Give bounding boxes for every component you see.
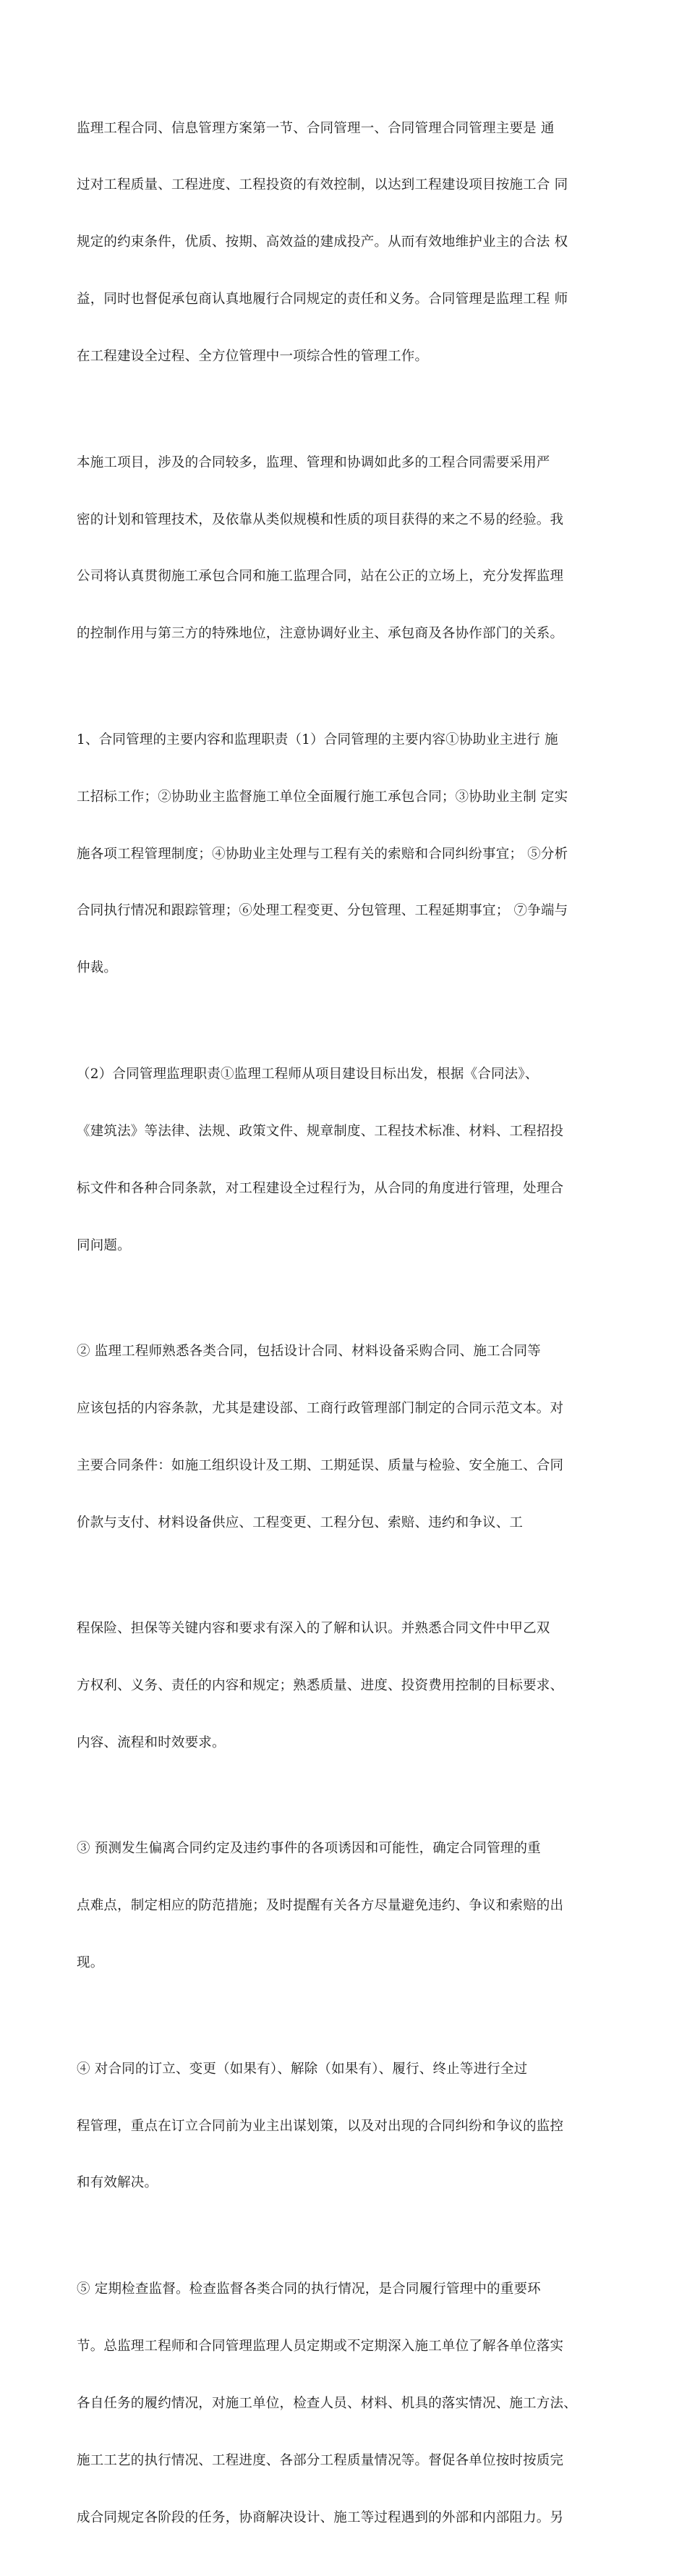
text-line: 标文件和各种合同条款，对工程建设全过程行为，从合同的角度进行管理，处理合: [77, 1180, 564, 1196]
paragraph-duties: [77, 1027, 622, 1293]
paragraph-intro: [77, 81, 622, 404]
text-line: ② 监理工程师熟悉各类合同，包括设计合同、材料设备采购合同、施工合同等: [77, 1344, 541, 1359]
paragraph-contents: [77, 692, 622, 1016]
text-line: 本施工项目，涉及的合同较多，监理、管理和协调如此多的工程合同需要采用严: [77, 454, 550, 470]
text-line: 主要合同条件：如施工组织设计及工期、工期延误、质量与检验、安全施工、合同: [77, 1457, 564, 1473]
text-line: （2）合同管理监理职责①监理工程师从项目建设目标出发，根据《合同法》、: [77, 1066, 539, 1082]
text-line: 价款与支付、材料设备供应、工程变更、工程分包、索赔、违约和争议、工: [77, 1514, 524, 1530]
text-line: 程管理，重点在订立合同前为业主出谋划策，以及对出现的合同纠纷和争议的监控: [77, 2118, 564, 2134]
paragraph-item-4: [77, 2022, 622, 2231]
text-line: 工招标工作；②协助业主监督施工单位全面履行施工承包合同；③协助业主制 定实: [77, 789, 568, 805]
text-line: 合同执行情况和跟踪管理；⑥处理工程变更、分包管理、工程延期事宜； ⑦争端与: [77, 903, 568, 919]
text-line: 在工程建设全过程、全方位管理中一项综合性的管理工作。: [77, 349, 429, 365]
text-line: 同问题。: [77, 1237, 131, 1253]
text-line: 密的计划和管理技术，及依靠从类似规模和性质的项目获得的来之不易的经验。我: [77, 512, 564, 528]
text-line: 内容、流程和时效要求。: [77, 1734, 226, 1750]
text-line: 和有效解决。: [77, 2175, 158, 2191]
text-line: ⑤ 定期检查监督。检查监督各类合同的执行情况，是合同履行管理中的重要环: [77, 2281, 541, 2297]
text-line: 施各项工程管理制度；④协助业主处理与工程有关的索赔和合同纠纷事宜； ⑤分析: [77, 846, 568, 862]
paragraph-item-5: [77, 2242, 622, 2565]
text-line: 现。: [77, 1955, 104, 1971]
text-line: 仲裁。: [77, 960, 118, 976]
text-line: 益，同时也督促承包商认真地履行合同规定的责任和义务。合同管理是监理工程 师: [77, 292, 568, 308]
text-line: 节。总监理工程师和合同管理监理人员定期或不定期深入施工单位了解各单位落实: [77, 2338, 564, 2354]
paragraph-project: [77, 415, 622, 682]
text-line: 过对工程质量、工程进度、工程投资的有效控制，以达到工程建设项目按施工合 同: [77, 177, 568, 193]
text-line: ③ 预测发生偏离合同约定及违约事件的各项诱因和可能性，确定合同管理的重: [77, 1841, 541, 1857]
text-line: 的控制作用与第三方的特殊地位，注意协调好业主、承包商及各协作部门的关系。: [77, 626, 564, 642]
text-line: 各自任务的履约情况，对施工单位，检查人员、材料、机具的落实情况、施工方法、: [77, 2395, 577, 2411]
paragraph-item-2: [77, 1304, 622, 1570]
paragraph-item-2-continued: [77, 1582, 622, 1791]
text-line: 点难点，制定相应的防范措施；及时提醒有关各方尽量避免违约、争议和索赔的出: [77, 1898, 564, 1914]
text-line: 公司将认真贯彻施工承包合同和施工监理合同，站在公正的立场上，充分发挥监理: [77, 569, 564, 585]
text-line: 方权利、义务、责任的内容和规定；熟悉质量、进度、投资费用控制的目标要求、: [77, 1678, 564, 1694]
text-line: 1、合同管理的主要内容和监理职责（1）合同管理的主要内容①协助业主进行 施: [77, 732, 558, 747]
text-line: 施工工艺的执行情况、工程进度、各部分工程质量情况等。督促各单位按时按质完: [77, 2452, 564, 2468]
text-line: ④ 对合同的订立、变更（如果有）、解除（如果有）、履行、终止等进行全过: [77, 2061, 528, 2077]
text-line: 程保险、担保等关键内容和要求有深入的了解和认识。并熟悉合同文件中甲乙双: [77, 1621, 550, 1637]
document-page: [77, 81, 622, 2576]
text-line: 规定的约束条件，优质、按期、高效益的建成投产。从而有效地维护业主的合法 权: [77, 234, 568, 250]
text-line: 成合同规定各阶段的任务，协商解决设计、施工等过程遇到的外部和内部阻力。另: [77, 2509, 564, 2525]
text-line: 监理工程合同、信息管理方案第一节、合同管理一、合同管理合同管理主要是 通: [77, 120, 555, 136]
text-line: 《建筑法》等法律、法规、政策文件、规章制度、工程技术标准、材料、工程招投: [77, 1123, 564, 1139]
paragraph-item-3: [77, 1802, 622, 2011]
text-line: 应该包括的内容条款，尤其是建设部、工商行政管理部门制定的合同示范文本。对: [77, 1400, 564, 1416]
